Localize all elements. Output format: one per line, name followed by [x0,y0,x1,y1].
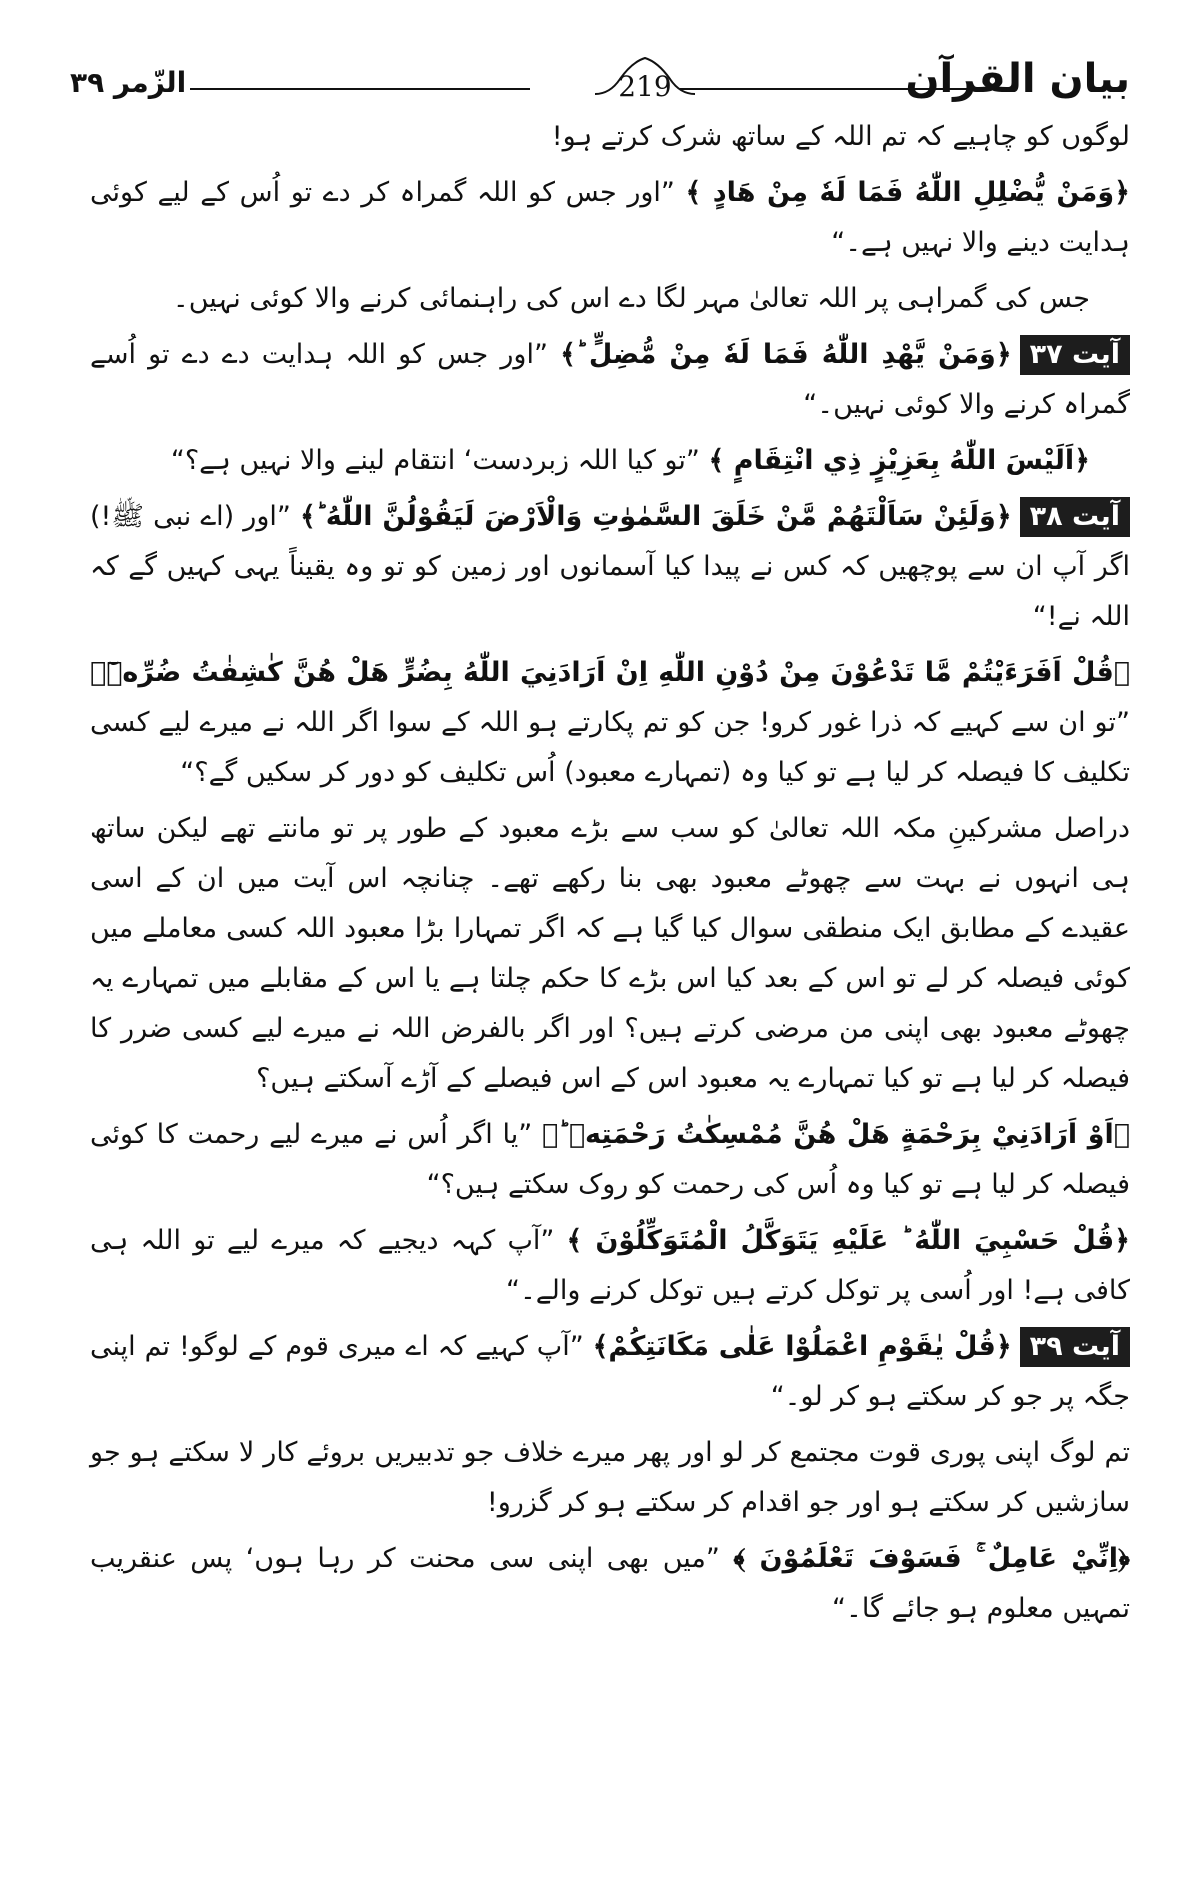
ayah-number-badge: آیت ۳۷ [1020,335,1130,375]
book-title: بیان القرآن [905,56,1130,102]
quranic-verse: ﴿اَلَيْسَ اللّٰهُ بِعَزِيْزٍ ذِي انْتِقَامٍ ﴾ [708,445,1090,476]
quranic-verse: ﴿قُلْ يٰقَوْمِ اعْمَلُوْا عَلٰى مَكَانَتِكُمْ﴾ [592,1331,1012,1362]
header-rule-left [190,88,530,90]
paragraph-text: جس کی گمراہی پر اللہ تعالیٰ مہر لگا دے اس کی راہنمائی کرنے والا کوئی نہیں۔ [172,283,1090,314]
surah-label: الزّمر ۳۹ [70,66,187,99]
paragraph [90,648,1130,798]
running-header [70,48,1130,108]
paragraph-text: ”تو ان سے کہیے کہ ذرا غور کرو! جن کو تم پکارتے ہو اللہ کے سوا اگر اللہ نے میرے لیے کسی تکلیف کا فیصلہ کر لیا ہے تو کیا وہ (تمہارے معبود) اُس تکلیف کو دور کر سکیں گے؟“ [90,707,1130,788]
paragraph-text: لوگوں کو چاہیے کہ تم اللہ کے ساتھ شرک کرتے ہو! [551,121,1130,152]
paragraph [90,330,1130,430]
page-number: 219 [618,70,672,103]
paragraph [90,1110,1130,1210]
paragraph-text: ”میں بھی اپنی سی محنت کر رہا ہوں‘ پس عنقریب تمہیں معلوم ہو جائے گا۔“ [90,1543,1130,1624]
page-body [90,112,1130,1640]
paragraph-text: ”آپ کہہ دیجیے کہ میرے لیے تو اللہ ہی کافی ہے! اور اُسی پر توکل کرتے ہیں توکل کرنے والے۔“ [90,1225,1130,1306]
ayah-number-badge: آیت ۳۹ [1020,1327,1130,1367]
paragraph [90,1216,1130,1316]
quranic-verse: ﴿قُلْ اَفَرَءَيْتُمْ مَّا تَدْعُوْنَ مِنْ دُوْنِ اللّٰهِ اِنْ اَرَادَنِيَ اللّٰهُ بِضُرٍّ هَلْ هُنَّ كٰشِفٰتُ ضُرِّهٖٓ﴾ [90,657,1130,688]
paragraph-text: تم لوگ اپنی پوری قوت مجتمع کر لو اور پھر میرے خلاف جو تدبیریں بروئے کار لا سکتے ہو جو سازشیں کر سکتے ہو اور جو اقدام کر سکتے ہو کر گزرو! [90,1437,1130,1518]
quranic-verse: ﴿قُلْ حَسْبِيَ اللّٰهُ ؕ عَلَيْهِ يَتَوَكَّلُ الْمُتَوَكِّلُوْنَ ﴾ [566,1225,1130,1256]
paragraph [90,1322,1130,1422]
paragraph [90,168,1130,268]
header-rule-right [680,88,980,90]
paragraph-text: دراصل مشرکینِ مکہ اللہ تعالیٰ کو سب سے بڑے معبود کے طور پر تو مانتے تھے لیکن ساتھ ہی انہوں نے بہت سے چھوٹے معبود بھی بنا رکھے تھے۔ چنانچہ اس آیت میں ان کے اسی عقیدے کے مطابق ایک منطقی سوال کیا گیا ہے کہ اگر تمہارا بڑا معبود اللہ کسی معاملے میں کوئی فیصلہ کر لے تو اس کے بعد کیا اس بڑے کا حکم چلتا ہے یا اس کے مقابلے میں تمہارے یہ چھوٹے معبود بھی اپنی من مرضی کرتے ہیں؟ اور اگر بالفرض اللہ نے میرے لیے کسی ضرر کا فیصلہ کر لیا ہے تو کیا تمہارے یہ معبود اس کے اس فیصلے کے آڑے آسکتے ہیں؟ [90,813,1130,1094]
paragraph-text: ”اور جس کو اللہ گمراہ کر دے تو اُس کے لیے کوئی ہدایت دینے والا نہیں ہے۔“ [90,177,1130,258]
paragraph-text: ”اور جس کو اللہ ہدایت دے دے تو اُسے گمراہ کرنے والا کوئی نہیں۔“ [90,339,1130,420]
quranic-verse: ﴿وَلَئِنْ سَاَلْتَهُمْ مَّنْ خَلَقَ السَّمٰوٰتِ وَالْاَرْضَ لَيَقُوْلُنَّ اللّٰهُ ؕ﴾ [299,501,1012,532]
paragraph [90,274,1130,324]
paragraph [90,436,1130,486]
paragraph-text: ”آپ کہیے کہ اے میری قوم کے لوگو! تم اپنی جگہ پر جو کر سکتے ہو کر لو۔“ [90,1331,1130,1412]
paragraph [90,1428,1130,1528]
paragraph-text: ”اور (اے نبی ﷺ!) اگر آپ ان سے پوچھیں کہ کس نے پیدا کیا آسمانوں اور زمین کو تو وہ یقیناً یہی کہیں گے کہ اللہ نے!“ [90,501,1130,632]
paragraph-text: ”یا اگر اُس نے میرے لیے رحمت کا کوئی فیصلہ کر لیا ہے تو کیا وہ اُس کی رحمت کو روک سکتے ہیں؟“ [90,1119,1130,1200]
paragraph [90,804,1130,1104]
quranic-verse: ﴿وَمَنْ يَّهْدِ اللّٰهُ فَمَا لَهٗ مِنْ مُّضِلٍّ ؕ﴾ [560,339,1012,370]
ayah-number-badge: آیت ۳۸ [1020,497,1130,537]
quranic-verse: ﴿وَمَنْ يُّضْلِلِ اللّٰهُ فَمَا لَهٗ مِنْ هَادٍ ﴾ [685,177,1130,208]
paragraph-text: ”تو کیا اللہ زبردست‘ انتقام لینے والا نہیں ہے؟“ [170,445,709,476]
paragraph [90,492,1130,642]
quranic-verse: ﴿اَوْ اَرَادَنِيْ بِرَحْمَةٍ هَلْ هُنَّ مُمْسِكٰتُ رَحْمَتِهٖ ؕ﴾ [542,1119,1130,1150]
paragraph [90,1534,1130,1634]
paragraph [90,112,1130,162]
quranic-verse: ﴿اِنِّيْ عَامِلٌ ۚ فَسَوْفَ تَعْلَمُوْنَ ﴾ [733,1543,1130,1574]
